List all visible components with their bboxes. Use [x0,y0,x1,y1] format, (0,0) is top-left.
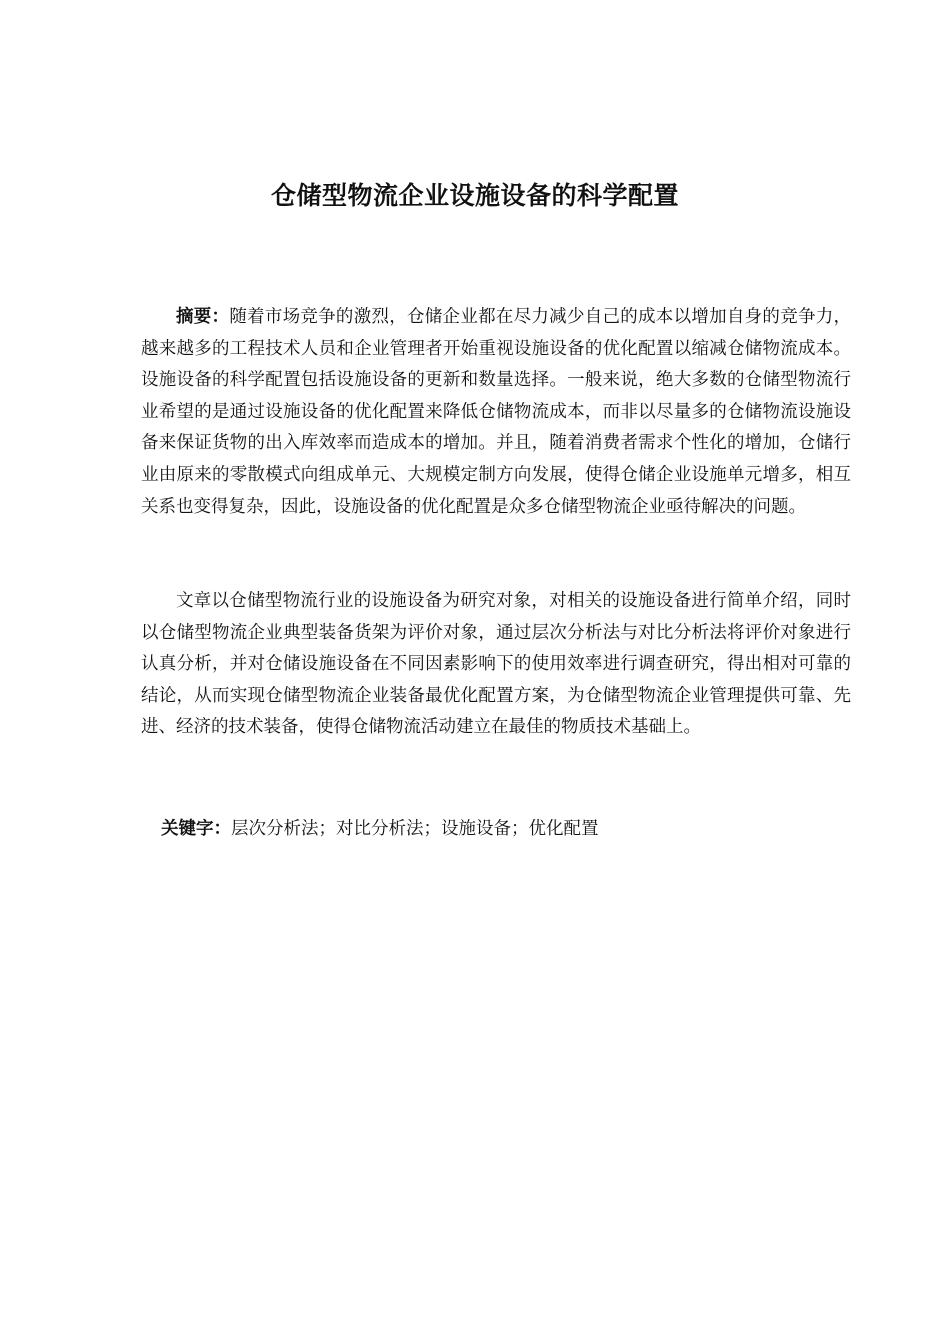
page-title: 仓储型物流企业设施设备的科学配置 [270,181,679,210]
abstract-text: 随着市场竞争的激烈，仓储企业都在尽力减少自己的成本以增加自身的竞争力，越来越多的工程技术人员和企业管理者开始重视设施设备的优化配置以缩减仓储物流成本。设施设备的科学配置包括设施设备的更新和数量选择。一般来说，绝大多数的仓储型物流行业希望的是通过设施设备的优化配置来降低仓储物流成本，而非以尽量多的仓储物流设施设备来保证货物的出入库效率而造成本的增加。并且，随着消费者需求个性化的增加，仓储行业由原来的零散模式向组成单元、大规模定制方向发展，使得仓储企业设施单元增多，相互关系也变得复杂，因此，设施设备的优化配置是众多仓储型物流企业亟待解决的问题。 [141,307,851,517]
keywords-text: 层次分析法；对比分析法；设施设备；优化配置 [231,819,599,839]
keywords-line [161,814,851,846]
abstract-label: 摘要： [176,307,230,327]
abstract-paragraph [141,302,851,523]
body-paragraph: 文章以仓储型物流行业的设施设备为研究对象，对相关的设施设备进行简单介绍，同时以仓储型物流企业典型装备货架为评价对象，通过层次分析法与对比分析法将评价对象进行认真分析，并对仓储设施设备在不同因素影响下的使用效率进行调查研究，得出相对可靠的结论，从而实现仓储型物流企业装备最优化配置方案，为仓储型物流企业管理提供可靠、先进、经济的技术装备，使得仓储物流活动建立在最佳的物质技术基础上。 [141,591,851,738]
keywords-label: 关键字： [161,819,231,839]
